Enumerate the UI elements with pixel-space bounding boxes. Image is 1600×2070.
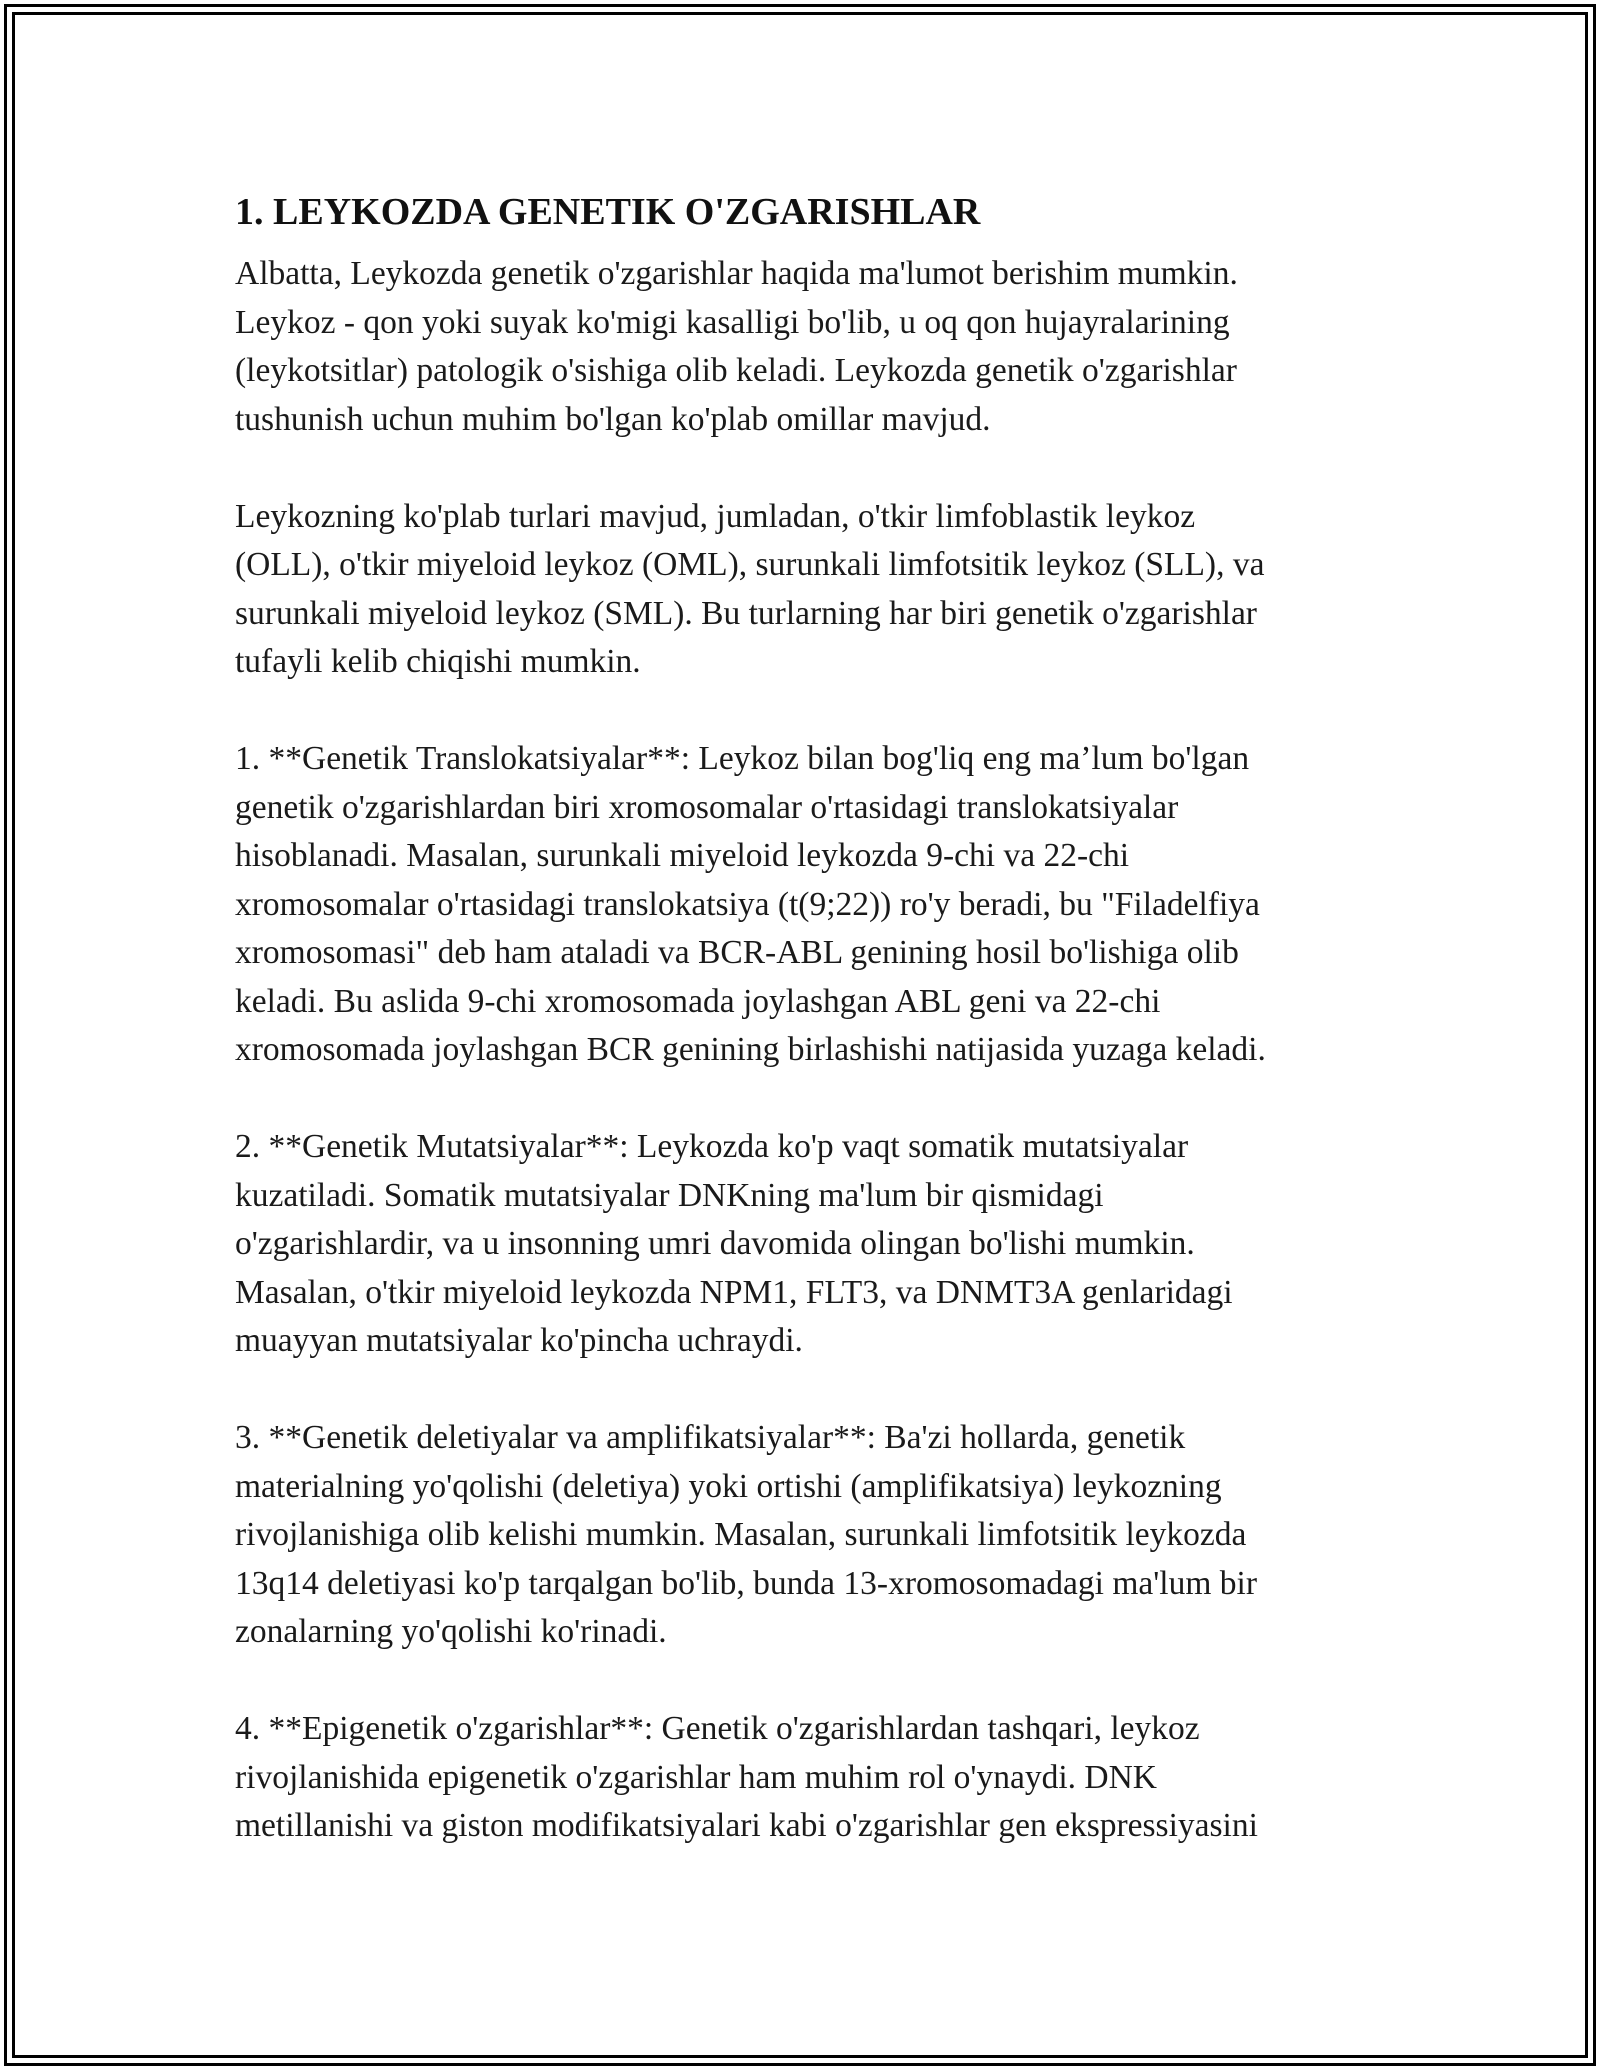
text-line: kuzatiladi. Somatik mutatsiyalar DNKning ma'lum bir qismidagi (235, 1176, 1104, 1214)
paragraph-intro (235, 250, 1385, 444)
paragraph-types (235, 493, 1385, 687)
text-line: Albatta, Leykozda genetik o'zgarishlar haqida ma'lumot berishim mumkin. (235, 255, 1238, 292)
text-line: materialning yo'qolishi (deletiya) yoki ortishi (amplifikatsiya) leykozning (235, 1467, 1222, 1505)
text-line: rivojlanishida epigenetik o'zgarishlar ham muhim rol o'ynaydi. DNK (235, 1758, 1157, 1796)
text-line: o'zgarishlardir, va u insonning umri davomida olingan bo'lishi mumkin. (235, 1225, 1195, 1262)
text-line: rivojlanishiga olib kelishi mumkin. Masalan, surunkali limfotsitik leykozda (235, 1516, 1247, 1553)
document-body (235, 178, 1385, 1899)
text-line: tushunish uchun muhim bo'lgan ko'plab omillar mavjud. (235, 400, 991, 438)
text-line: (OLL), o'tkir miyeloid leykoz (OML), surunkali limfotsitik leykoz (SLL), va (235, 546, 1265, 583)
paragraph-deletions (235, 1414, 1385, 1657)
text-line: 2. **Genetik Mutatsiyalar**: Leykozda ko'p vaqt somatik mutatsiyalar (235, 1128, 1189, 1165)
text-line: metillanishi va giston modifikatsiyalari kabi o'zgarishlar gen ekspressiyasini (235, 1807, 1258, 1844)
text-line: muayyan mutatsiyalar ko'pincha uchraydi. (235, 1322, 803, 1359)
text-line: xromosomasi" deb ham ataladi va BCR-ABL genining hosil bo'lishiga olib (235, 934, 1239, 971)
text-line: Leykoz - qon yoki suyak ko'migi kasalligi bo'lib, u oq qon hujayralarining (235, 303, 1230, 341)
text-line: surunkali miyeloid leykoz (SML). Bu turlarning har biri genetik o'zgarishlar (235, 594, 1257, 632)
text-line: genetik o'zgarishlardan biri xromosomalar o'rtasidagi translokatsiyalar (235, 788, 1179, 826)
paragraph-translocations (235, 735, 1385, 1075)
paragraph-mutations (235, 1123, 1385, 1366)
text-line: Leykozning ko'plab turlari mavjud, jumladan, o'tkir limfoblastik leykoz (235, 497, 1196, 535)
document-title: 1. LEYKOZDA GENETIK O'ZGARISHLAR (235, 191, 981, 233)
text-line: hisoblanadi. Masalan, surunkali miyeloid leykozda 9-chi va 22-chi (235, 837, 1130, 874)
text-line: xromosomalar o'rtasidagi translokatsiya (t(9;22)) ro'y beradi, bu "Filadelfiya (235, 885, 1260, 923)
text-line: (leykotsitlar) patologik o'sishiga olib keladi. Leykozda genetik o'zgarishlar (235, 352, 1237, 389)
text-line: tufayli kelib chiqishi mumkin. (235, 643, 641, 680)
text-line: 3. **Genetik deletiyalar va amplifikatsiyalar**: Ba'zi hollarda, genetik (235, 1419, 1186, 1456)
text-line: zonalarning yo'qolishi ko'rinadi. (235, 1613, 667, 1650)
text-line: 4. **Epigenetik o'zgarishlar**: Genetik o'zgarishlardan tashqari, leykoz (235, 1710, 1200, 1747)
text-line: xromosomada joylashgan BCR genining birlashishi natijasida yuzaga keladi. (235, 1031, 1266, 1068)
text-line: Masalan, o'tkir miyeloid leykozda NPM1, FLT3, va DNMT3A genlaridagi (235, 1273, 1233, 1311)
text-line: 1. **Genetik Translokatsiyalar**: Leykoz bilan bog'liq eng ma’lum bo'lgan (235, 740, 1250, 777)
text-line: keladi. Bu aslida 9-chi xromosomada joylashgan ABL geni va 22-chi (235, 982, 1161, 1020)
paragraph-epigenetic (235, 1705, 1385, 1851)
text-line: 13q14 deletiyasi ko'p tarqalgan bo'lib, bunda 13-xromosomadagi ma'lum bir (235, 1564, 1257, 1602)
